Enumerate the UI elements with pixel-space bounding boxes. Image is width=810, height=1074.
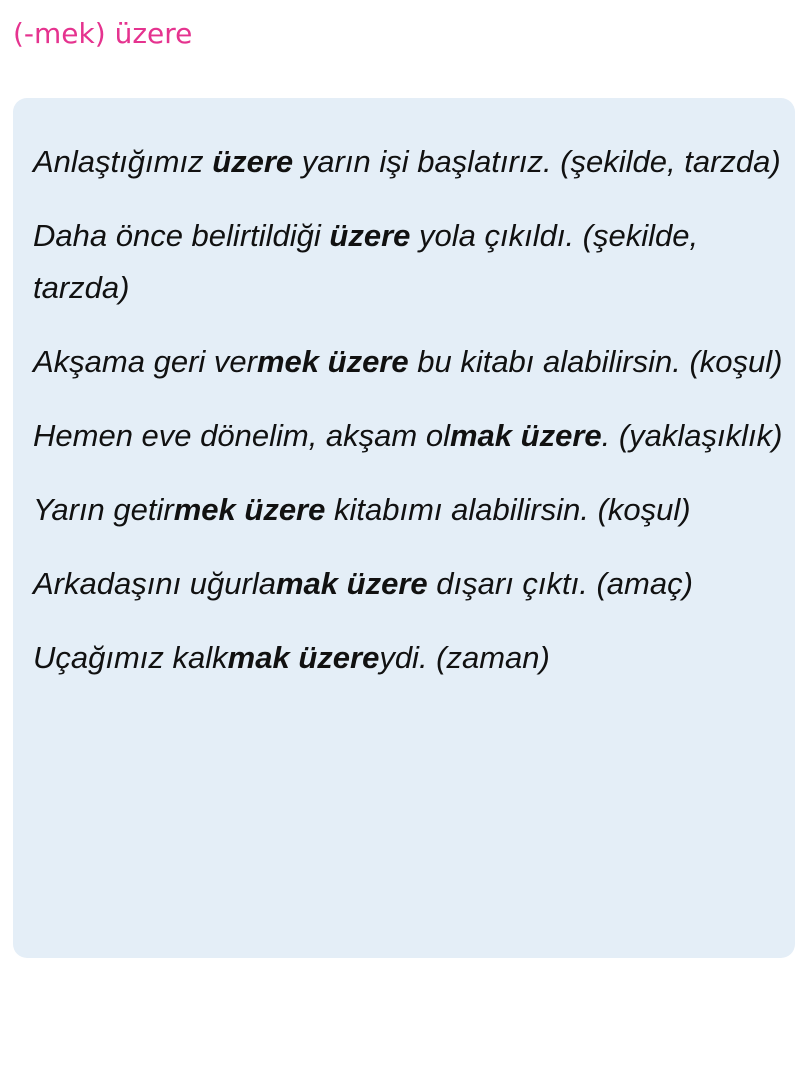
- example-text-post: dışarı çıktı. (amaç): [427, 566, 693, 601]
- example-sentence-6: [33, 558, 785, 610]
- example-text-pre: Yarın getir: [33, 492, 174, 527]
- example-text-post: . (yaklaşıklık): [601, 418, 783, 453]
- example-keyword: üzere: [329, 218, 411, 253]
- example-sentence-4: [33, 410, 785, 462]
- example-keyword: mak üzere: [275, 566, 428, 601]
- example-text-post: yarın işi başlatırız. (şekilde, tarzda): [293, 144, 781, 179]
- section-title: (-mek) üzere: [13, 17, 193, 50]
- example-text-post: yola çıkıldı. (şekilde, tarzda): [33, 218, 699, 305]
- example-text-post: kitabımı alabilirsin. (koşul): [325, 492, 691, 527]
- example-sentence-3: [33, 336, 785, 388]
- example-keyword: mak üzere: [449, 418, 602, 453]
- example-text-pre: Uçağımız kalk: [33, 640, 228, 675]
- example-text-pre: Arkadaşını uğurla: [33, 566, 276, 601]
- example-sentence-1: [33, 136, 785, 188]
- examples-card: [13, 98, 795, 958]
- example-text-post: ydi. (zaman): [379, 640, 550, 675]
- example-sentence-5: [33, 484, 785, 536]
- example-text-pre: Akşama geri ver: [33, 344, 257, 379]
- example-text-pre: Anlaştığımız: [33, 144, 213, 179]
- example-sentence-2: [33, 210, 785, 314]
- example-text-post: bu kitabı alabilirsin. (koşul): [408, 344, 783, 379]
- example-keyword: mek üzere: [256, 344, 409, 379]
- example-sentence-7: [33, 632, 785, 684]
- example-text-pre: Hemen eve dönelim, akşam ol: [33, 418, 450, 453]
- example-keyword: mak üzere: [227, 640, 380, 675]
- example-text-pre: Daha önce belirtildiği: [33, 218, 330, 253]
- example-keyword: mek üzere: [173, 492, 326, 527]
- example-keyword: üzere: [212, 144, 294, 179]
